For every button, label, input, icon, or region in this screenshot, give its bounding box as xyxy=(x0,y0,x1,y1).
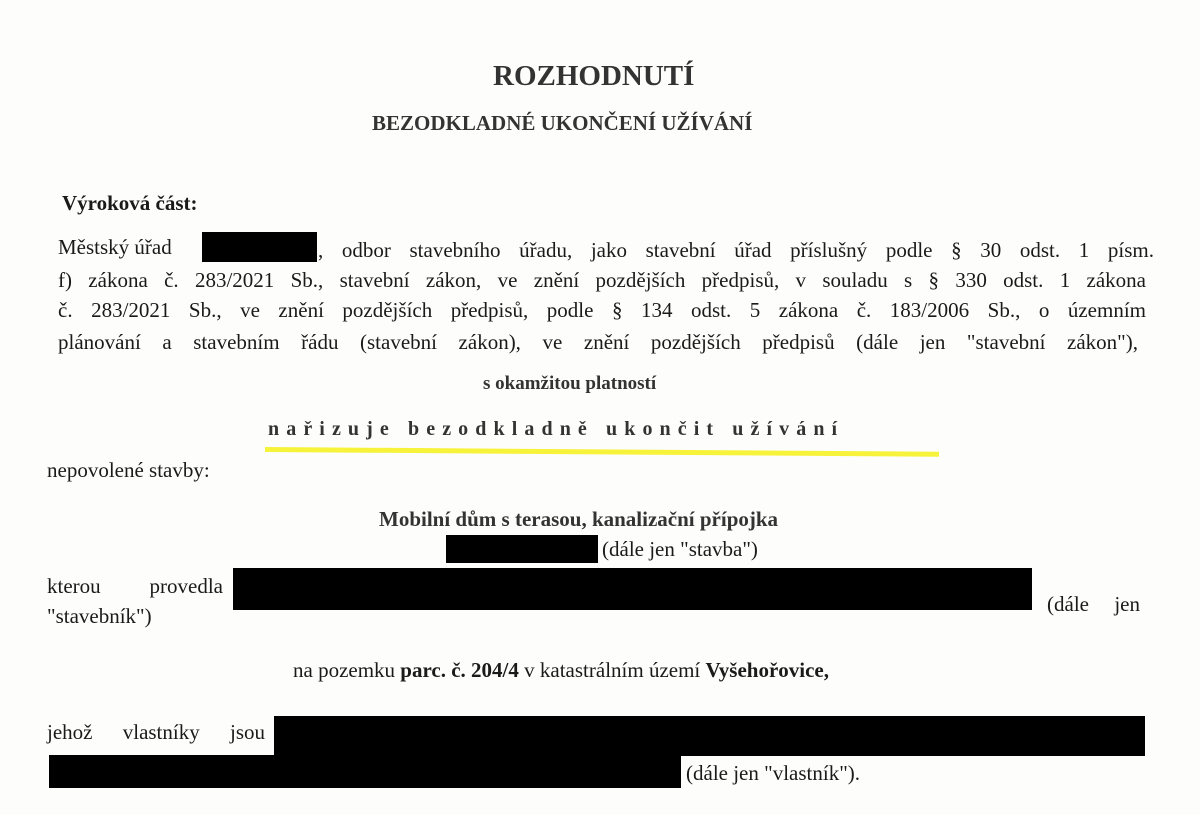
building-ref: (dále jen "stavba") xyxy=(602,537,758,561)
order-highlight xyxy=(265,447,939,457)
plot-middle: v katastrálním území xyxy=(524,658,701,682)
plot-line xyxy=(293,660,829,681)
builder-label: kterou provedla xyxy=(47,574,223,598)
redaction-owners-1 xyxy=(274,716,1145,756)
para1-line4: plánování a stavebním řádu (stavební zákon), ve znění pozdějších předpisů (dále jen "stavební zákon"), xyxy=(58,330,1138,354)
plot-parcel: parc. č. 204/4 xyxy=(400,658,519,682)
document-title: ROZHODNUTÍ xyxy=(493,60,695,92)
para1-line1-end: , odbor stavebního úřadu, jako stavební úřad příslušný podle § 30 odst. 1 písm. xyxy=(318,238,1154,262)
redaction-office-name xyxy=(202,232,317,262)
plot-area: Vyšehořovice, xyxy=(705,658,829,682)
owners-label: jehož vlastníky jsou xyxy=(47,720,265,744)
builder-ref-end: "stavebník") xyxy=(47,604,152,628)
builder-ref-start: (dále jen xyxy=(1047,592,1140,616)
unpermitted-label: nepovolené stavby: xyxy=(47,458,210,482)
redaction-builder xyxy=(233,568,1032,610)
building-name: Mobilní dům s terasou, kanalizační přípojka xyxy=(379,507,779,531)
para1-line2: f) zákona č. 283/2021 Sb., stavební zákon, ve znění pozdějších předpisů, v souladu s § 330 odst. 1 zákona xyxy=(58,268,1146,292)
para1-line1-start: Městský úřad xyxy=(58,235,172,259)
plot-prefix: na pozemku xyxy=(293,658,396,682)
immediate-validity: s okamžitou platností xyxy=(483,373,657,394)
para1-line3: č. 283/2021 Sb., ve znění pozdějších předpisů, podle § 134 odst. 5 zákona č. 183/2006 Sb., o územním xyxy=(58,298,1146,322)
redaction-owners-2 xyxy=(49,755,681,788)
owners-ref: (dále jen "vlastník"). xyxy=(686,761,861,785)
order-text: nařizuje bezodkladně ukončit užívání xyxy=(268,418,845,440)
section-heading: Výroková část: xyxy=(62,191,198,215)
redaction-building-address xyxy=(446,535,598,563)
document-subtitle: BEZODKLADNÉ UKONČENÍ UŽÍVÁNÍ xyxy=(372,111,753,135)
